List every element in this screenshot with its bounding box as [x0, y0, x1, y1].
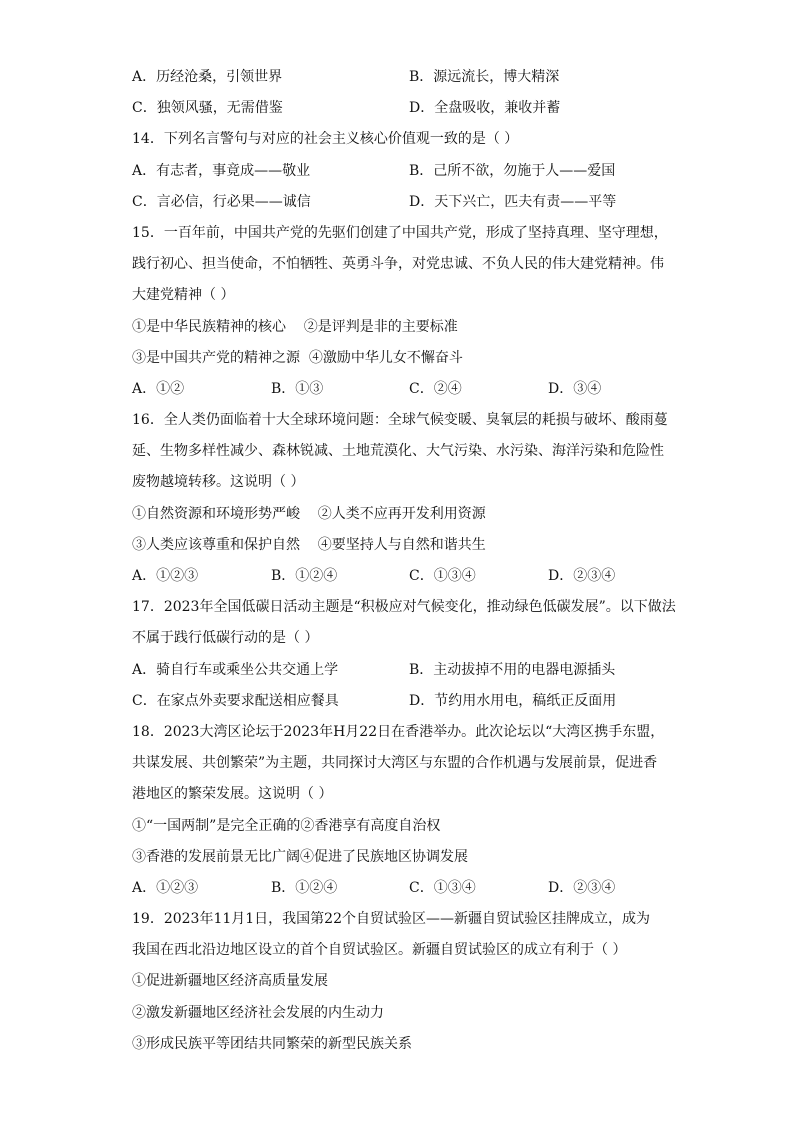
q18-options	[132, 873, 672, 904]
q17-stem-line-1: 17．2023年全国低碳日活动主题是“积极应对气候变化，推动绿色低碳发展”。以下做法	[132, 599, 676, 616]
q16-stem-line-2: 延、生物多样性减少、森林锐减、土地荒漠化、大气污染、水污染、海洋污染和危险性	[132, 443, 664, 460]
q15-stem-line-2: 践行初心、担当使命，不怕牺牲、英勇斗争，对党忠诚、不负人民的伟大建党精神。伟	[132, 256, 664, 273]
q19-stem-line-1: 19．2023年11月1日，我国第22个自贸试验区——新疆自贸试验区挂牌成立，成为	[132, 911, 650, 928]
q18-stem-line-2: 共谋发展、共创繁荣”为主题，共同探讨大湾区与东盟的合作机遇与发展前景，促进香	[132, 755, 658, 772]
q15-option-b: B．①③	[271, 380, 324, 397]
q17-option-b: B．主动拔掉不用的电器电源插头	[409, 661, 616, 678]
q16-stem-line-1: 16．全人类仍面临着十大全球环境问题：全球气候变暖、臭氧层的耗损与破坏、酸雨蔓	[132, 412, 668, 429]
q14-option-d: D．天下兴亡，匹夫有责——平等	[409, 193, 617, 210]
q15-item-line-2: ③是中国共产党的精神之源 ④激励中华儿女不懈奋斗	[132, 349, 463, 366]
q19-item-line-3: ③形成民族平等团结共同繁荣的新型民族关系	[132, 1035, 412, 1052]
q13-options-row-2	[132, 93, 672, 124]
q13-options-row-1	[132, 62, 672, 93]
q17-option-a: A．骑自行车或乘坐公共交通上学	[132, 661, 339, 678]
q17-option-d: D．节约用水用电，稿纸正反面用	[409, 692, 617, 709]
q16-option-b: B．①②④	[271, 568, 338, 584]
q14-option-c: C．言必信，行必果——诚信	[132, 193, 311, 210]
q14-options-row-2	[132, 187, 672, 218]
q15-option-a: A．①②	[132, 380, 185, 397]
q14-option-a: A．有志者，事竟成——敬业	[132, 162, 311, 179]
q15-option-d: D．③④	[548, 380, 602, 397]
q17-options-row-2	[132, 686, 672, 717]
q14-options-row-1	[132, 156, 672, 187]
q19-stem-line-2: 我国在西北沿边地区设立的首个自贸试验区。新疆自贸试验区的成立有利于（ ）	[132, 942, 627, 959]
q16-options	[132, 561, 672, 592]
q18-option-c: C．①③④	[409, 879, 476, 896]
q13-option-a: A．历经沧桑，引领世界	[132, 69, 283, 85]
q15-option-c: C．②④	[409, 380, 462, 397]
q15-stem-line-3: 大建党精神（ ）	[132, 287, 235, 304]
q16-option-d: D．②③④	[548, 568, 616, 584]
q13-option-c: C．独领风骚，无需借鉴	[132, 100, 283, 117]
q18-option-a: A．①②③	[132, 879, 199, 896]
q16-item-line-1: ①自然资源和环境形势严峻 ②人类不应再开发利用资源	[132, 505, 486, 522]
q15-stem-line-1: 15．一百年前，中国共产党的先驱们创建了中国共产党，形成了坚持真理、坚守理想，	[132, 224, 668, 241]
q18-option-d: D．②③④	[548, 879, 616, 896]
q13-option-d: D．全盘吸收，兼收并蓄	[409, 100, 561, 117]
q14-option-b: B．己所不欲，勿施于人——爱国	[409, 162, 616, 179]
q15-item-line-1: ①是中华民族精神的核心 ②是评判是非的主要标准	[132, 318, 458, 335]
q18-item-line-2: ③香港的发展前景无比广阔④促进了民族地区协调发展	[132, 848, 468, 865]
q18-item-line-1: ①“一国两制”是完全正确的②香港享有高度自治权	[132, 817, 441, 834]
q14-stem: 14．下列名言警句与对应的社会主义核心价值观一致的是（ ）	[132, 131, 519, 148]
q18-stem-line-1: 18．2023大湾区论坛于2023年H月22日在香港举办。此次论坛以“大湾区携手东盟，	[132, 723, 665, 740]
exam-page	[132, 62, 676, 1060]
q17-option-c: C．在家点外卖要求配送相应餐具	[132, 692, 339, 709]
q17-options-row-1	[132, 655, 672, 686]
q19-item-line-1: ①促进新疆地区经济高质量发展	[132, 973, 328, 990]
q16-option-c: C．①③④	[409, 568, 476, 584]
q17-stem-line-2: 不属于践行低碳行动的是（ ）	[132, 630, 319, 647]
q16-option-a: A．①②③	[132, 568, 199, 584]
q19-item-line-2: ②激发新疆地区经济社会发展的内生动力	[132, 1004, 384, 1021]
q13-option-b: B．源远流长，博大精深	[409, 69, 560, 85]
q18-stem-line-3: 港地区的繁荣发展。这说明（ ）	[132, 786, 333, 803]
q15-options	[132, 374, 672, 405]
q18-option-b: B．①②④	[271, 879, 338, 896]
q16-stem-line-3: 废物越境转移。这说明（ ）	[132, 474, 305, 491]
q16-item-line-2: ③人类应该尊重和保护自然 ④要坚持人与自然和谐共生	[132, 536, 486, 553]
